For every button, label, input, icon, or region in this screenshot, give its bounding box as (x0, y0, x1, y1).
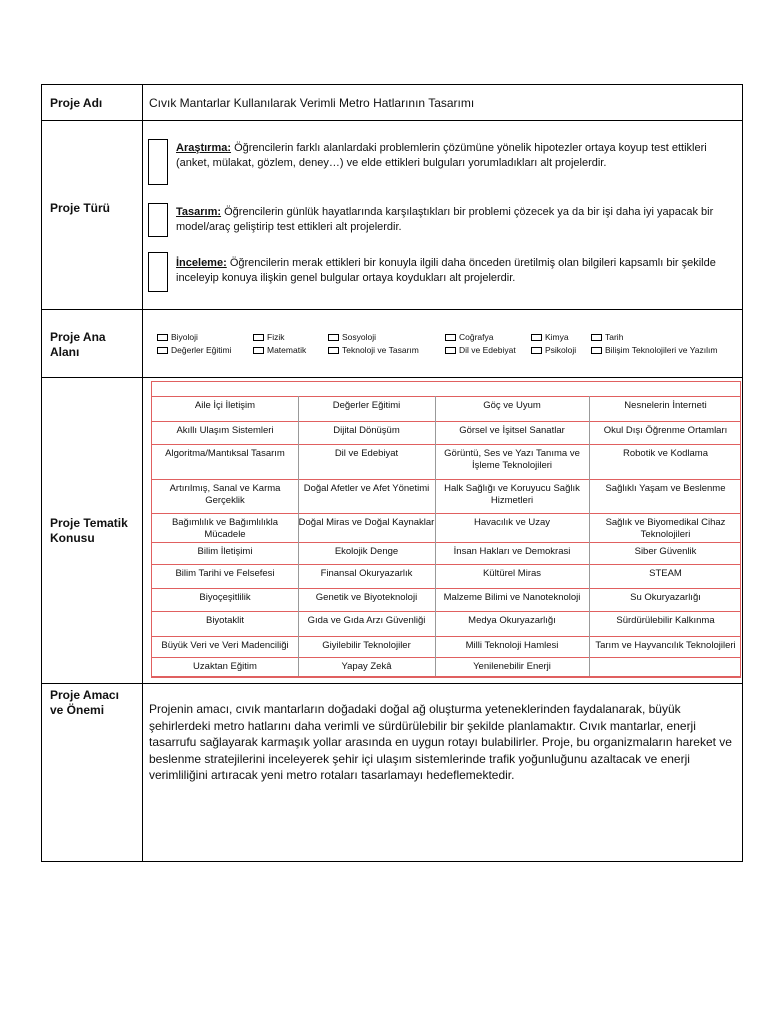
area-label: Bilişim Teknolojileri ve Yazılım (605, 345, 718, 355)
area-checkbox[interactable] (157, 334, 168, 341)
area-checkbox[interactable] (591, 347, 602, 354)
type-checkbox-research[interactable] (148, 139, 168, 185)
type-desc-research: Öğrencilerin farklı alanlardaki problemlerin çözümüne yönelik hipotezler ortaya koyup test ettikleri (anket, mülakat, gözlem, deney…) ve elde ettikleri bulguları yorumladıkları alt projelerdir. (176, 142, 707, 169)
project-name-row (42, 85, 742, 121)
type-text-research (176, 141, 732, 171)
project-type-row (42, 121, 742, 310)
area-label: Psikoloji (545, 345, 577, 355)
topic-cell[interactable]: Halk Sağlığı ve Koruyucu Sağlık Hizmetleri (444, 483, 580, 506)
type-name-review: İnceleme: (176, 257, 227, 269)
area-option[interactable] (328, 332, 376, 343)
purpose-label: Proje Amacı ve Önemi (42, 684, 143, 861)
topic-cell[interactable]: Biyotaklit (205, 615, 244, 626)
topic-cell[interactable]: Ekolojik Denge (334, 546, 399, 557)
area-checkbox[interactable] (531, 347, 542, 354)
area-label: Kimya (545, 332, 569, 342)
project-name-label: Proje Adı (42, 85, 143, 120)
thematic-topics-table (151, 381, 741, 678)
topic-cell[interactable]: Aile İçi İletişim (194, 400, 256, 411)
type-name-research: Araştırma: (176, 142, 232, 154)
area-checkbox[interactable] (157, 347, 168, 354)
project-type-options (143, 121, 742, 309)
project-name-value: Cıvık Mantarlar Kullanılarak Verimli Metro Hatlarının Tasarımı (149, 96, 475, 110)
type-desc-design: Öğrencilerin günlük hayatlarında karşılaştıkları bir problemi çözecek ya da bir işi daha iyi yapacak bir model/araç geliştirip test ettikleri alt projelerdir. (176, 206, 714, 233)
type-checkbox-review[interactable] (148, 252, 168, 292)
thematic-row (42, 378, 742, 684)
purpose-text: Projenin amacı, cıvık mantarların doğadaki doğal ağ oluşturma yeteneklerinden faydalanarak, büyük şehirlerdeki metro hatlarını daha verimli ve sürdürülebilir bir şekilde planlamaktır. Cıvık mantarlar, enerji tasarrufu sağlayarak karmaşık yollar arasında en uygun rotayı bulabilirler. Proje, bu organizmaların hareket ve beslenme stratejilerini inceleyerek şehir içi ulaşım sistemlerinde trafik yoğunluğunu azaltacak ve enerji verimliliğini artıracak yeni metro rotaları tasarlamayı hedeflemektedir. (149, 702, 732, 782)
area-option[interactable] (445, 332, 494, 343)
area-option[interactable] (157, 345, 231, 356)
type-text-review (176, 256, 732, 286)
area-checkbox[interactable] (445, 347, 456, 354)
topic-cell[interactable]: Dijital Dönüşüm (333, 425, 400, 436)
topic-cell[interactable]: Biyoçeşitlilik (199, 592, 251, 603)
area-checkbox[interactable] (253, 334, 264, 341)
topic-cell[interactable]: Medya Okuryazarlığı (468, 615, 556, 626)
topic-cell[interactable]: Uzaktan Eğitim (193, 661, 257, 672)
topic-cell[interactable] (589, 657, 742, 676)
topic-cell[interactable]: Kültürel Miras (482, 568, 542, 579)
area-option[interactable] (531, 345, 576, 356)
type-name-design: Tasarım: (176, 206, 222, 218)
area-label: Tarih (605, 332, 624, 342)
topic-cell[interactable]: Sürdürülebilir Kalkınma (616, 615, 715, 626)
area-label: Fizik (267, 332, 285, 342)
topic-cell[interactable]: Değerler Eğitimi (332, 400, 401, 411)
area-option[interactable] (591, 332, 623, 343)
type-text-design (176, 205, 732, 235)
topic-cell[interactable]: Okul Dışı Öğrenme Ortamları (603, 425, 728, 436)
topic-cell[interactable]: Giyilebilir Teknolojiler (322, 640, 411, 651)
area-checkbox[interactable] (253, 347, 264, 354)
project-form (41, 84, 743, 862)
main-area-row (42, 310, 742, 378)
area-label: Teknoloji ve Tasarım (342, 345, 419, 355)
topic-cell[interactable]: Sağlık ve Biyomedikal Cihaz Teknolojileri (605, 517, 726, 540)
thematic-area (143, 378, 742, 683)
area-checkbox[interactable] (328, 347, 339, 354)
topic-row-divider (152, 676, 740, 677)
topic-cell[interactable]: Doğal Afetler ve Afet Yönetimi (303, 483, 430, 494)
topic-cell[interactable]: Dil ve Edebiyat (334, 448, 399, 459)
topic-cell[interactable]: Görsel ve İşitsel Sanatlar (459, 425, 565, 436)
area-option[interactable] (253, 345, 306, 356)
topic-cell[interactable]: Bağımlılık ve Bağımlılıkla Mücadele (171, 517, 279, 540)
area-label: Değerler Eğitimi (171, 345, 232, 355)
topic-cell[interactable]: Akıllı Ulaşım Sistemleri (176, 425, 274, 436)
area-label: Dil ve Edebiyat (459, 345, 516, 355)
topic-cell[interactable]: Doğal Miras ve Doğal Kaynaklar (298, 517, 435, 528)
area-label: Coğrafya (459, 332, 494, 342)
topic-cell[interactable]: Su Okuryazarlığı (630, 592, 701, 603)
topic-cell[interactable]: Yapay Zekâ (341, 661, 392, 672)
type-checkbox-design[interactable] (148, 203, 168, 237)
topic-cell[interactable]: Büyük Veri ve Veri Madenciliği (161, 640, 289, 651)
area-checkbox[interactable] (591, 334, 602, 341)
topic-cell[interactable]: Siber Güvenlik (634, 546, 697, 557)
topic-cell[interactable]: Tarım ve Hayvancılık Teknolojileri (595, 640, 736, 651)
main-area-label: Proje Ana Alanı (42, 310, 143, 377)
topic-cell[interactable]: Yenilenebilir Enerji (473, 661, 551, 672)
area-option[interactable] (445, 345, 516, 356)
area-label: Matematik (267, 345, 307, 355)
topic-cell[interactable]: Bilim Tarihi ve Felsefesi (175, 568, 275, 579)
topic-cell[interactable]: Robotik ve Kodlama (622, 448, 709, 459)
area-option[interactable] (328, 345, 419, 356)
topic-cell[interactable]: Görüntü, Ses ve Yazı Tanıma ve İşleme Teknolojileri (444, 448, 580, 471)
topic-cell[interactable]: Artırılmış, Sanal ve Karma Gerçeklik (169, 483, 281, 506)
topic-cell[interactable]: Gıda ve Gıda Arzı Güvenliği (307, 615, 426, 626)
topic-cell[interactable]: Havacılık ve Uzay (473, 517, 551, 528)
purpose-row (42, 684, 742, 861)
project-type-label: Proje Türü (42, 121, 143, 309)
area-checkbox[interactable] (445, 334, 456, 341)
topic-cell[interactable]: Göç ve Uyum (483, 400, 541, 411)
type-desc-review: Öğrencilerin merak ettikleri bir konuyla ilgili daha önceden üretilmiş olan bilgileri kapsamlı bir şekilde inceleyip konuya ilişkin genel bulgular ortaya koydukları alt projelerdir. (176, 257, 716, 284)
main-area-options (143, 310, 742, 377)
purpose-area (143, 684, 742, 861)
area-checkbox[interactable] (531, 334, 542, 341)
topic-cell[interactable]: Sağlıklı Yaşam ve Beslenme (605, 483, 726, 494)
area-option[interactable] (253, 332, 284, 343)
area-label: Biyoloji (171, 332, 198, 342)
area-option[interactable] (591, 345, 717, 356)
topic-cell[interactable]: İnsan Hakları ve Demokrasi (453, 546, 571, 557)
topic-cell[interactable]: Milli Teknoloji Hamlesi (465, 640, 559, 651)
topic-cell[interactable]: Nesnelerin İnterneti (624, 400, 707, 411)
area-label: Sosyoloji (342, 332, 377, 342)
topic-cell[interactable]: STEAM (649, 568, 682, 579)
topic-cell[interactable]: Algoritma/Mantıksal Tasarım (165, 448, 285, 459)
thematic-label: Proje Tematik Konusu (42, 378, 143, 683)
topic-cell[interactable]: Malzeme Bilimi ve Nanoteknoloji (443, 592, 581, 603)
area-option[interactable] (531, 332, 569, 343)
topic-cell[interactable]: Bilim İletişimi (197, 546, 253, 557)
area-option[interactable] (157, 332, 198, 343)
area-checkbox[interactable] (328, 334, 339, 341)
topic-cell[interactable]: Finansal Okuryazarlık (320, 568, 413, 579)
topic-cell[interactable]: Genetik ve Biyoteknoloji (315, 592, 418, 603)
